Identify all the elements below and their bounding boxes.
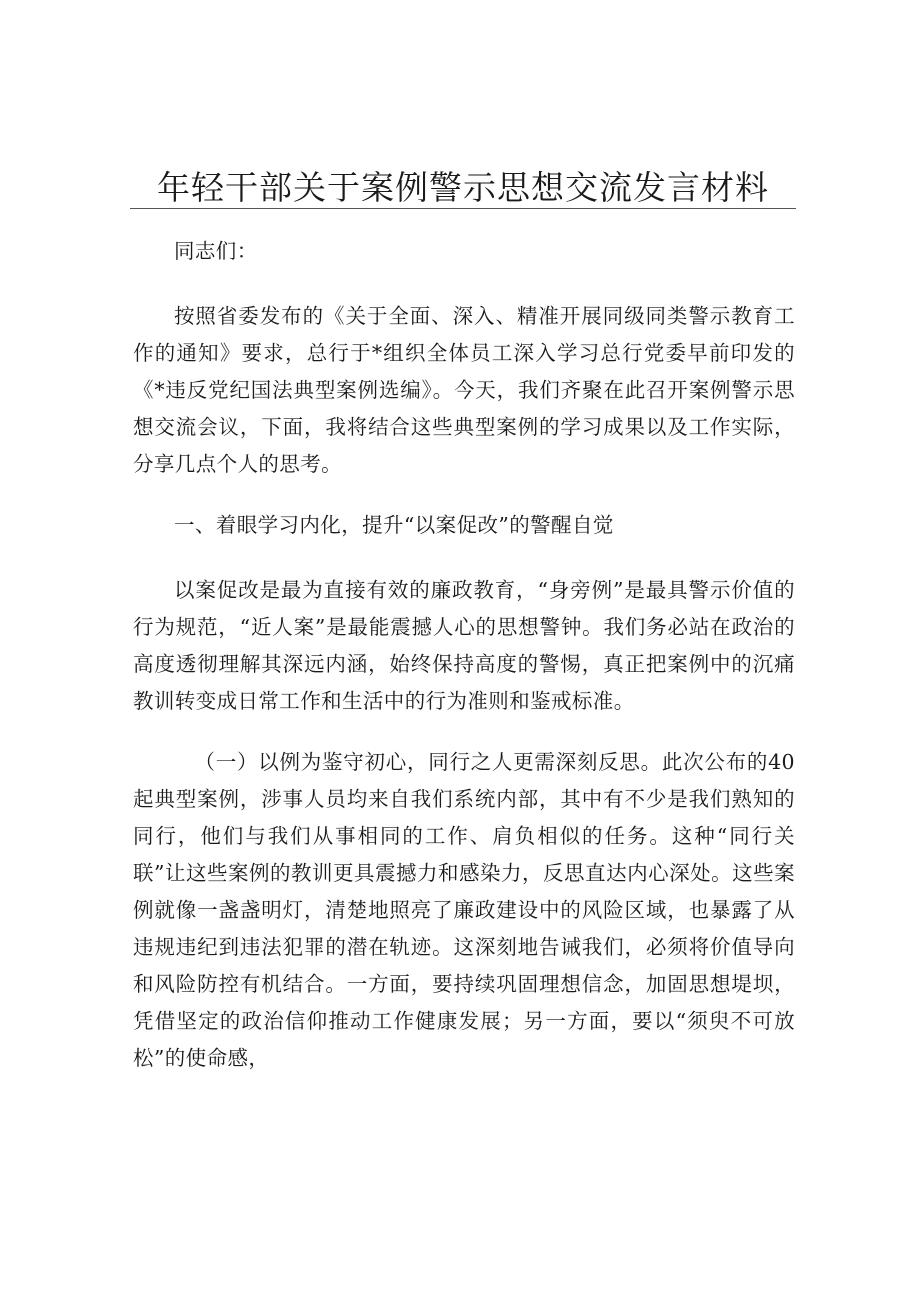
subsection-one-paragraph: （一）以例为鉴守初心，同行之人更需深刻反思。此次公布的40起典型案例，涉事人员均来自我们系统内部，其中有不少是我们熟知的同行，他们与我们从事相同的工作、肩负相似的任务。这种“同行关联”让这些案例的教训更具震撼力和感染力，反思直达内心深处。这些案例就像一盏盏明灯，清楚地照亮了廉政建设中的风险区域，也暴露了从违规违纪到违法犯罪的潜在轨迹。这深刻地告诫我们，必须将价值导向和风险防控有机结合。一方面，要持续巩固理想信念，加固思想堤坝，凭借坚定的政治信仰推动工作健康发展；另一方面，要以“须臾不可放松”的使命感， xyxy=(133,750,795,1070)
document-title: 年轻干部关于案例警示思想交流发言材料 xyxy=(157,168,769,207)
section-one-paragraph: 以案促改是最为直接有效的廉政教育，“身旁例”是最具警示价值的行为规范，“近人案”是最能震撼人心的思想警钟。我们务必站在政治的高度透彻理解其深远内涵，始终保持高度的警惕，真正把案例中的沉痛教训转变成日常工作和生活中的行为准则和鉴戒标准。 xyxy=(133,578,795,713)
title-underline xyxy=(130,208,796,209)
document-body xyxy=(133,233,795,1101)
section-one-heading: 一、着眼学习内化，提升“以案促改”的警醒自觉 xyxy=(174,513,614,537)
intro-paragraph: 按照省委发布的《关于全面、深入、精准开展同级同类警示教育工作的通知》要求，总行于*组织全体员工深入学习总行党委早前印发的《*违反党纪国法典型案例选编》。今天，我们齐聚在此召开案例警示思想交流会议，下面，我将结合这些典型案例的学习成果以及工作实际，分享几点个人的思考。 xyxy=(133,304,795,476)
greeting: 同志们： xyxy=(174,239,258,263)
